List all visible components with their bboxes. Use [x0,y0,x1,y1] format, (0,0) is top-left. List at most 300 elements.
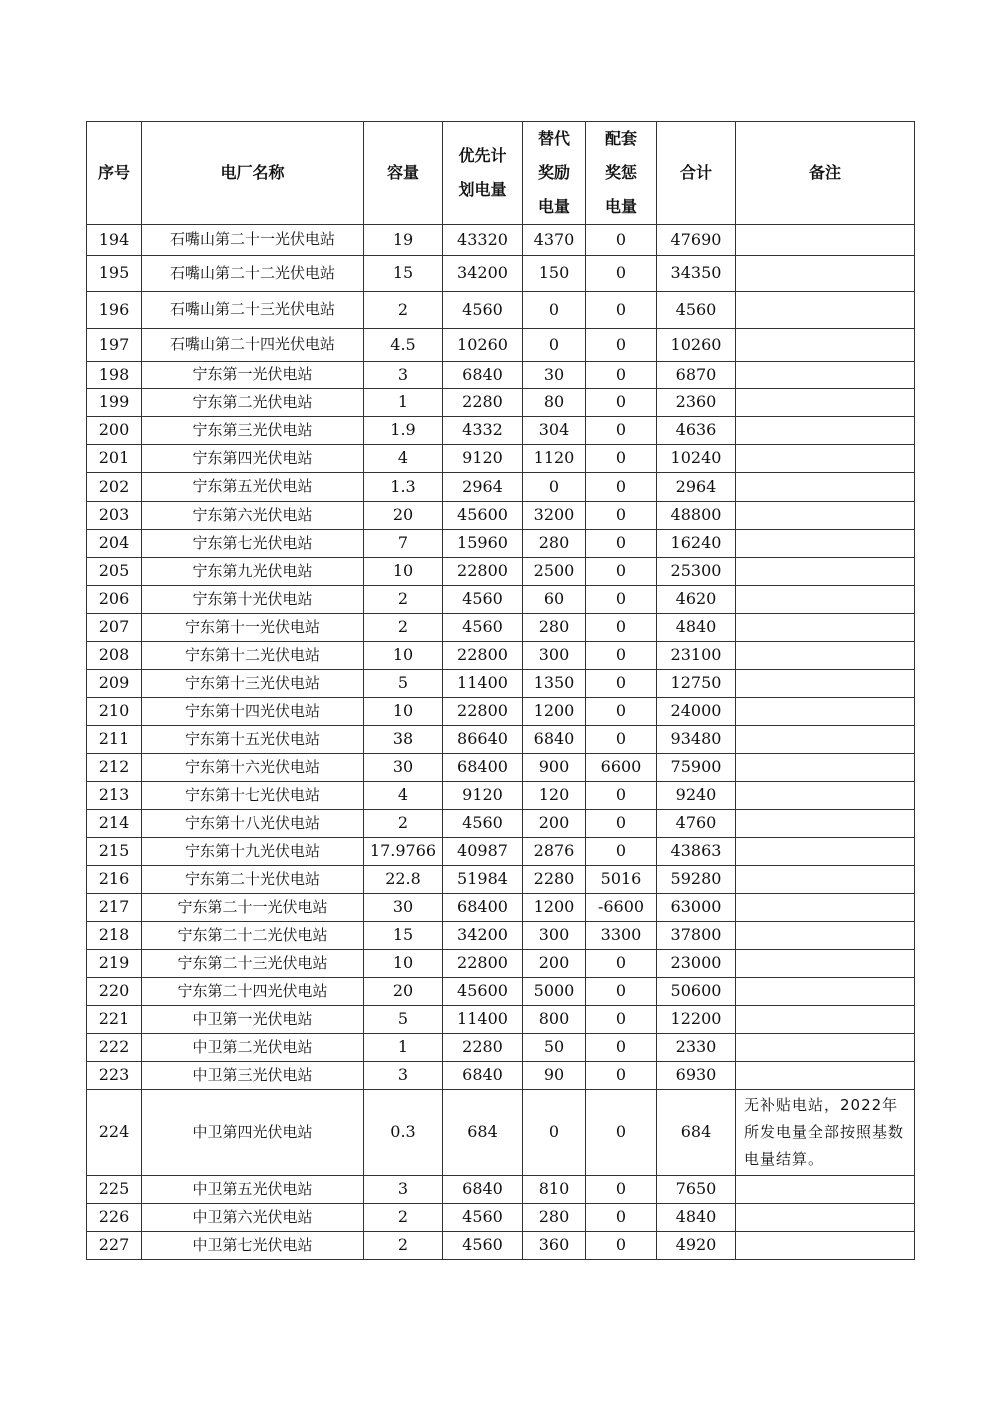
cell-matching: 0 [586,838,657,866]
cell-remark [736,1204,915,1232]
cell-priority: 2964 [443,473,523,502]
table-body [87,225,915,1260]
cell-remark [736,866,915,894]
cell-replace: 6840 [523,726,586,754]
cell-remark [736,670,915,698]
cell-seq: 217 [87,894,142,922]
cell-total: 23000 [657,950,736,978]
cell-seq: 223 [87,1062,142,1090]
cell-matching: 0 [586,502,657,530]
cell-remark [736,1062,915,1090]
cell-seq: 207 [87,614,142,642]
cell-remark [736,726,915,754]
cell-capacity: 3 [364,1062,443,1090]
cell-matching: 0 [586,1006,657,1034]
cell-priority: 22800 [443,642,523,670]
cell-seq: 208 [87,642,142,670]
cell-capacity: 2 [364,1232,443,1260]
cell-name: 宁东第二十二光伏电站 [142,922,364,950]
cell-total: 59280 [657,866,736,894]
table-row [87,225,915,256]
cell-priority: 4560 [443,292,523,329]
cell-matching: 0 [586,445,657,473]
cell-replace: 1200 [523,698,586,726]
cell-priority: 9120 [443,782,523,810]
table-row [87,362,915,389]
table-row [87,1204,915,1232]
cell-priority: 22800 [443,698,523,726]
cell-capacity: 2 [364,586,443,614]
cell-total: 4840 [657,614,736,642]
table-row [87,1006,915,1034]
cell-remark [736,586,915,614]
cell-total: 63000 [657,894,736,922]
table-row [87,473,915,502]
table-row [87,1176,915,1204]
cell-capacity: 1.9 [364,417,443,445]
cell-name: 宁东第十七光伏电站 [142,782,364,810]
cell-seq: 197 [87,329,142,362]
cell-seq: 202 [87,473,142,502]
cell-name: 宁东第二十四光伏电站 [142,978,364,1006]
cell-seq: 194 [87,225,142,256]
cell-matching: 0 [586,810,657,838]
cell-seq: 203 [87,502,142,530]
cell-seq: 200 [87,417,142,445]
cell-seq: 214 [87,810,142,838]
cell-priority: 15960 [443,530,523,558]
header-matching [586,122,657,225]
cell-remark [736,389,915,417]
cell-total: 4636 [657,417,736,445]
cell-total: 25300 [657,558,736,586]
cell-seq: 195 [87,256,142,292]
cell-seq: 218 [87,922,142,950]
cell-priority: 86640 [443,726,523,754]
cell-name: 宁东第二光伏电站 [142,389,364,417]
header-seq: 序号 [87,122,142,225]
table-row [87,642,915,670]
cell-seq: 216 [87,866,142,894]
cell-remark [736,256,915,292]
cell-matching: 0 [586,1090,657,1176]
cell-remark [736,810,915,838]
cell-remark [736,782,915,810]
cell-priority: 34200 [443,922,523,950]
cell-priority: 34200 [443,256,523,292]
table-header-row [87,122,915,225]
cell-remark [736,838,915,866]
cell-name: 宁东第十光伏电站 [142,586,364,614]
cell-matching: 0 [586,256,657,292]
cell-name: 宁东第七光伏电站 [142,530,364,558]
cell-priority: 4560 [443,586,523,614]
cell-matching: 0 [586,1204,657,1232]
cell-total: 2330 [657,1034,736,1062]
cell-capacity: 0.3 [364,1090,443,1176]
cell-priority: 2280 [443,1034,523,1062]
cell-name: 宁东第十三光伏电站 [142,670,364,698]
cell-seq: 226 [87,1204,142,1232]
cell-matching: 0 [586,1062,657,1090]
cell-capacity: 15 [364,256,443,292]
cell-priority: 51984 [443,866,523,894]
cell-replace: 2500 [523,558,586,586]
cell-name: 石嘴山第二十三光伏电站 [142,292,364,329]
cell-remark [736,225,915,256]
cell-name: 宁东第十四光伏电站 [142,698,364,726]
table-row [87,950,915,978]
cell-priority: 684 [443,1090,523,1176]
cell-priority: 11400 [443,670,523,698]
cell-replace: 280 [523,1204,586,1232]
table-row [87,445,915,473]
table-row [87,726,915,754]
cell-matching: 0 [586,225,657,256]
table-row [87,1090,915,1176]
cell-priority: 6840 [443,1176,523,1204]
cell-total: 23100 [657,642,736,670]
cell-name: 中卫第四光伏电站 [142,1090,364,1176]
cell-capacity: 5 [364,670,443,698]
cell-capacity: 20 [364,502,443,530]
cell-capacity: 30 [364,754,443,782]
cell-seq: 204 [87,530,142,558]
cell-remark [736,558,915,586]
cell-remark [736,642,915,670]
cell-priority: 4560 [443,1204,523,1232]
cell-remark [736,950,915,978]
cell-matching: 0 [586,698,657,726]
table-row [87,1062,915,1090]
cell-total: 4760 [657,810,736,838]
cell-total: 75900 [657,754,736,782]
cell-replace: 50 [523,1034,586,1062]
cell-replace: 280 [523,614,586,642]
cell-remark [736,292,915,329]
cell-capacity: 1 [364,1034,443,1062]
cell-priority: 9120 [443,445,523,473]
cell-name: 中卫第六光伏电站 [142,1204,364,1232]
cell-capacity: 10 [364,950,443,978]
cell-name: 石嘴山第二十四光伏电站 [142,329,364,362]
cell-total: 4920 [657,1232,736,1260]
table-row [87,698,915,726]
table-row [87,256,915,292]
cell-total: 6930 [657,1062,736,1090]
table-row [87,614,915,642]
cell-seq: 205 [87,558,142,586]
cell-total: 2360 [657,389,736,417]
cell-remark [736,473,915,502]
cell-total: 4560 [657,292,736,329]
cell-replace: 90 [523,1062,586,1090]
cell-capacity: 7 [364,530,443,558]
cell-remark [736,754,915,782]
table-row [87,1034,915,1062]
header-replace [523,122,586,225]
cell-seq: 211 [87,726,142,754]
cell-seq: 227 [87,1232,142,1260]
cell-matching: 0 [586,1232,657,1260]
cell-matching: 6600 [586,754,657,782]
cell-seq: 219 [87,950,142,978]
cell-capacity: 20 [364,978,443,1006]
cell-matching: 3300 [586,922,657,950]
cell-name: 宁东第五光伏电站 [142,473,364,502]
cell-seq: 201 [87,445,142,473]
cell-capacity: 2 [364,810,443,838]
cell-capacity: 10 [364,698,443,726]
cell-capacity: 4.5 [364,329,443,362]
cell-remark [736,329,915,362]
cell-replace: 300 [523,642,586,670]
cell-name: 中卫第二光伏电站 [142,1034,364,1062]
cell-replace: 304 [523,417,586,445]
cell-matching: 0 [586,389,657,417]
cell-seq: 213 [87,782,142,810]
cell-capacity: 4 [364,782,443,810]
cell-name: 石嘴山第二十一光伏电站 [142,225,364,256]
table-row [87,670,915,698]
header-replace-line3: 电量 [537,197,570,216]
cell-matching: 0 [586,292,657,329]
header-replace-line1: 替代 [537,129,570,148]
table-row [87,754,915,782]
cell-seq: 210 [87,698,142,726]
cell-seq: 206 [87,586,142,614]
cell-replace: 30 [523,362,586,389]
cell-replace: 360 [523,1232,586,1260]
cell-name: 中卫第七光伏电站 [142,1232,364,1260]
cell-remark [736,978,915,1006]
cell-priority: 22800 [443,950,523,978]
table-row [87,838,915,866]
table-row [87,558,915,586]
cell-total: 12750 [657,670,736,698]
cell-seq: 220 [87,978,142,1006]
power-plant-table [86,121,915,1260]
cell-matching: -6600 [586,894,657,922]
cell-matching: 0 [586,726,657,754]
cell-name: 宁东第十八光伏电站 [142,810,364,838]
cell-capacity: 19 [364,225,443,256]
cell-name: 中卫第五光伏电站 [142,1176,364,1204]
cell-total: 10240 [657,445,736,473]
table-row [87,866,915,894]
header-priority [443,122,523,225]
table-row [87,292,915,329]
cell-seq: 209 [87,670,142,698]
cell-name: 宁东第十二光伏电站 [142,642,364,670]
cell-replace: 150 [523,256,586,292]
cell-total: 12200 [657,1006,736,1034]
cell-remark [736,445,915,473]
cell-matching: 0 [586,329,657,362]
cell-total: 48800 [657,502,736,530]
cell-name: 宁东第二十三光伏电站 [142,950,364,978]
cell-total: 2964 [657,473,736,502]
cell-seq: 212 [87,754,142,782]
cell-total: 50600 [657,978,736,1006]
cell-total: 4620 [657,586,736,614]
cell-replace: 280 [523,530,586,558]
cell-replace: 3200 [523,502,586,530]
cell-capacity: 4 [364,445,443,473]
cell-matching: 0 [586,473,657,502]
cell-matching: 0 [586,670,657,698]
cell-remark [736,362,915,389]
cell-total: 684 [657,1090,736,1176]
cell-remark [736,502,915,530]
header-matching-line1: 配套 [604,129,637,148]
cell-seq: 222 [87,1034,142,1062]
cell-priority: 4560 [443,810,523,838]
cell-name: 宁东第十五光伏电站 [142,726,364,754]
cell-replace: 5000 [523,978,586,1006]
cell-capacity: 1 [364,389,443,417]
cell-remark [736,1034,915,1062]
cell-replace: 800 [523,1006,586,1034]
cell-priority: 6840 [443,362,523,389]
cell-capacity: 30 [364,894,443,922]
cell-name: 宁东第九光伏电站 [142,558,364,586]
cell-capacity: 17.9766 [364,838,443,866]
cell-total: 7650 [657,1176,736,1204]
cell-matching: 5016 [586,866,657,894]
table-row [87,978,915,1006]
cell-name: 宁东第十九光伏电站 [142,838,364,866]
cell-total: 6870 [657,362,736,389]
cell-replace: 1200 [523,894,586,922]
cell-name: 宁东第十六光伏电站 [142,754,364,782]
header-capacity: 容量 [364,122,443,225]
cell-remark [736,417,915,445]
cell-matching: 0 [586,1176,657,1204]
cell-replace: 200 [523,810,586,838]
cell-capacity: 10 [364,642,443,670]
cell-replace: 0 [523,1090,586,1176]
cell-remark [736,614,915,642]
cell-seq: 215 [87,838,142,866]
table-row [87,389,915,417]
cell-capacity: 22.8 [364,866,443,894]
cell-replace: 80 [523,389,586,417]
cell-priority: 2280 [443,389,523,417]
header-priority-line2: 划电量 [458,180,507,199]
cell-matching: 0 [586,978,657,1006]
cell-remark [736,530,915,558]
cell-matching: 0 [586,362,657,389]
cell-total: 24000 [657,698,736,726]
cell-remark [736,1232,915,1260]
cell-seq: 199 [87,389,142,417]
cell-priority: 4560 [443,614,523,642]
cell-priority: 43320 [443,225,523,256]
cell-replace: 120 [523,782,586,810]
cell-replace: 1120 [523,445,586,473]
cell-replace: 900 [523,754,586,782]
cell-total: 43863 [657,838,736,866]
cell-replace: 810 [523,1176,586,1204]
cell-capacity: 3 [364,362,443,389]
cell-capacity: 15 [364,922,443,950]
cell-remark [736,894,915,922]
cell-total: 47690 [657,225,736,256]
cell-remark [736,698,915,726]
cell-name: 宁东第二十一光伏电站 [142,894,364,922]
cell-replace: 4370 [523,225,586,256]
cell-matching: 0 [586,1034,657,1062]
cell-name: 中卫第三光伏电站 [142,1062,364,1090]
cell-priority: 40987 [443,838,523,866]
cell-capacity: 2 [364,292,443,329]
table-row [87,530,915,558]
cell-matching: 0 [586,614,657,642]
cell-replace: 0 [523,329,586,362]
cell-name: 宁东第二十光伏电站 [142,866,364,894]
cell-total: 4840 [657,1204,736,1232]
table-row [87,810,915,838]
table-row [87,417,915,445]
table-row [87,1232,915,1260]
cell-matching: 0 [586,586,657,614]
cell-priority: 4332 [443,417,523,445]
cell-matching: 0 [586,782,657,810]
cell-priority: 22800 [443,558,523,586]
cell-priority: 68400 [443,754,523,782]
cell-capacity: 2 [364,614,443,642]
cell-priority: 4560 [443,1232,523,1260]
cell-priority: 10260 [443,329,523,362]
header-remark: 备注 [736,122,915,225]
cell-matching: 0 [586,417,657,445]
cell-capacity: 10 [364,558,443,586]
table-row [87,329,915,362]
cell-replace: 1350 [523,670,586,698]
table-row [87,502,915,530]
cell-matching: 0 [586,950,657,978]
cell-remark [736,1176,915,1204]
cell-name: 宁东第一光伏电站 [142,362,364,389]
cell-replace: 200 [523,950,586,978]
cell-replace: 2876 [523,838,586,866]
cell-capacity: 2 [364,1204,443,1232]
cell-name: 宁东第三光伏电站 [142,417,364,445]
cell-matching: 0 [586,642,657,670]
cell-matching: 0 [586,530,657,558]
cell-name: 中卫第一光伏电站 [142,1006,364,1034]
cell-replace: 2280 [523,866,586,894]
cell-seq: 196 [87,292,142,329]
cell-name: 宁东第六光伏电站 [142,502,364,530]
cell-capacity: 5 [364,1006,443,1034]
cell-total: 93480 [657,726,736,754]
header-matching-line2: 奖惩 [604,163,637,182]
cell-total: 10260 [657,329,736,362]
table-row [87,782,915,810]
header-replace-line2: 奖励 [537,163,570,182]
cell-replace: 0 [523,292,586,329]
cell-seq: 224 [87,1090,142,1176]
cell-priority: 11400 [443,1006,523,1034]
header-priority-line1: 优先计 [458,146,507,165]
header-total: 合计 [657,122,736,225]
cell-seq: 225 [87,1176,142,1204]
cell-total: 37800 [657,922,736,950]
cell-total: 16240 [657,530,736,558]
cell-priority: 6840 [443,1062,523,1090]
